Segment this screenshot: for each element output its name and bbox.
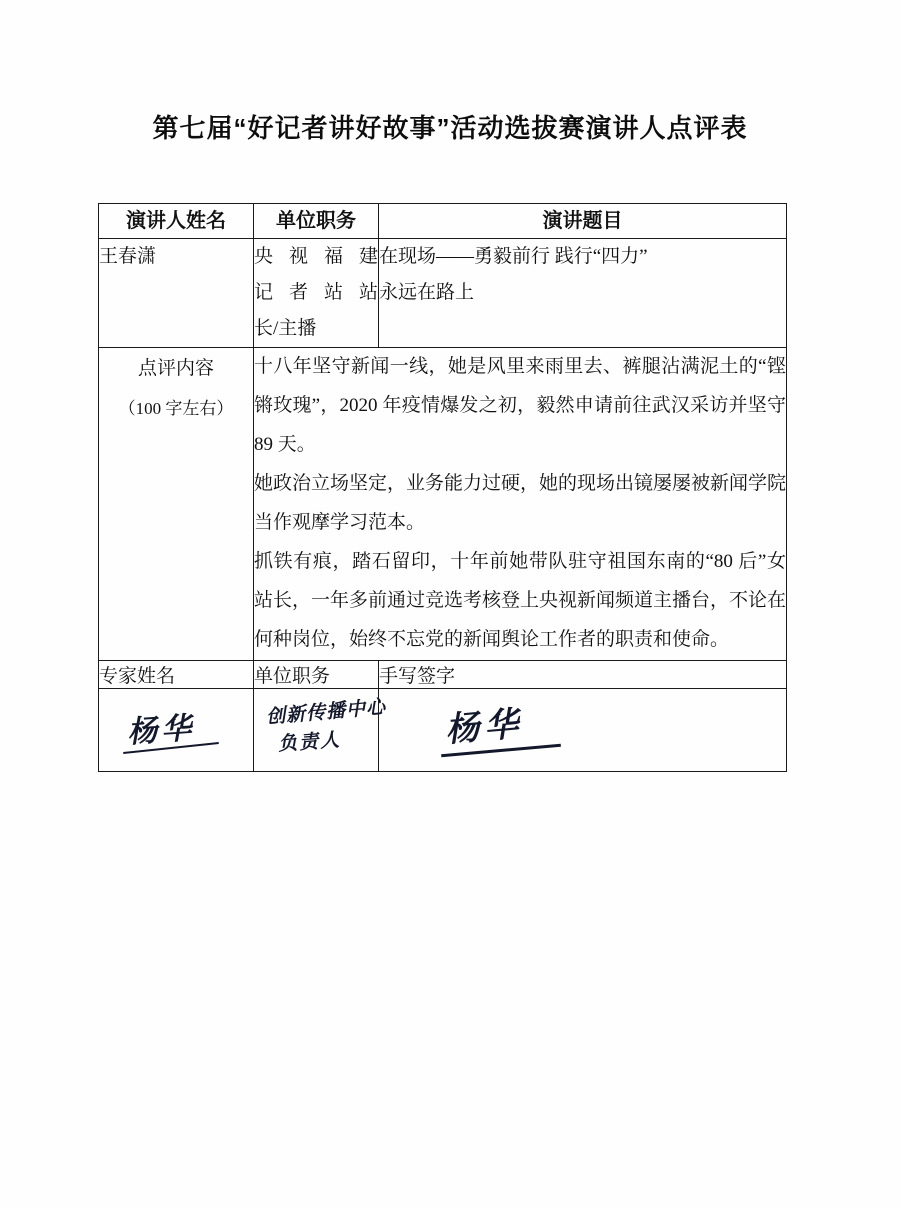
comment-paragraph-3: 抓铁有痕，踏石留印，十年前她带队驻守祖国东南的“80 后”女站长，一年多前通过竞选考核登上央视新闻频道主播台，不论在何种岗位，始终不忘党的新闻舆论工作者的职责和使命。 — [254, 550, 787, 650]
speech-topic-value — [379, 239, 787, 348]
comment-paragraph-1: 十八年坚守新闻一线，她是风里来雨里去、裤腿沾满泥土的“铿锵玫瑰”，2020 年疫情爆发之初，毅然申请前往武汉采访并坚守 89 天。 — [254, 356, 786, 456]
comment-label — [99, 348, 254, 661]
page-title: 第七届“好记者讲好故事”活动选拔赛演讲人点评表 — [152, 113, 748, 143]
speaker-position-line-2: 记者站站 — [254, 282, 378, 304]
comment-label-sub: （100 字左右） — [118, 399, 234, 419]
header-expert-name: 专家姓名 — [99, 660, 254, 688]
speech-topic-line-2: 永远在路上 — [379, 282, 475, 304]
unit-position-handwriting-line-1: 创新传播中心 — [265, 695, 387, 728]
header-speaker-name: 演讲人姓名 — [99, 204, 254, 239]
header-signature-unit-position: 单位职务 — [254, 660, 379, 688]
unit-position-handwriting-line-2: 负责人 — [277, 728, 342, 755]
table-row-signature-header — [99, 660, 787, 688]
expert-name-handwriting: 杨华 — [126, 710, 197, 751]
table-header-row — [99, 204, 787, 239]
header-unit-position: 单位职务 — [254, 204, 379, 239]
header-handwritten-signature: 手写签字 — [379, 660, 787, 688]
comment-paragraph-2: 她政治立场坚定，业务能力过硬，她的现场出镜屡屡被新闻学院当作观摩学习范本。 — [254, 473, 787, 534]
speaker-position-line-3: 长/主播 — [254, 318, 317, 340]
speech-topic-line-1: 在现场——勇毅前行 践行“四力” — [379, 246, 648, 267]
comment-label-main: 点评内容 — [137, 358, 214, 380]
table-row-speaker-info — [99, 239, 787, 348]
expert-name-signature-cell — [99, 688, 254, 771]
speaker-name-value: 王春潇 — [99, 239, 254, 348]
header-speech-topic: 演讲题目 — [379, 204, 787, 239]
table-row-signature-values — [99, 688, 787, 771]
speaker-position-line-1: 央视福建 — [254, 246, 378, 267]
unit-position-signature-cell — [254, 688, 387, 771]
signature-handwriting: 杨华 — [443, 703, 525, 751]
speaker-position-value — [254, 239, 379, 348]
evaluation-table — [98, 203, 787, 772]
table-row-comment — [99, 348, 787, 661]
comment-content — [254, 348, 787, 661]
handwritten-signature-cell — [379, 688, 787, 771]
